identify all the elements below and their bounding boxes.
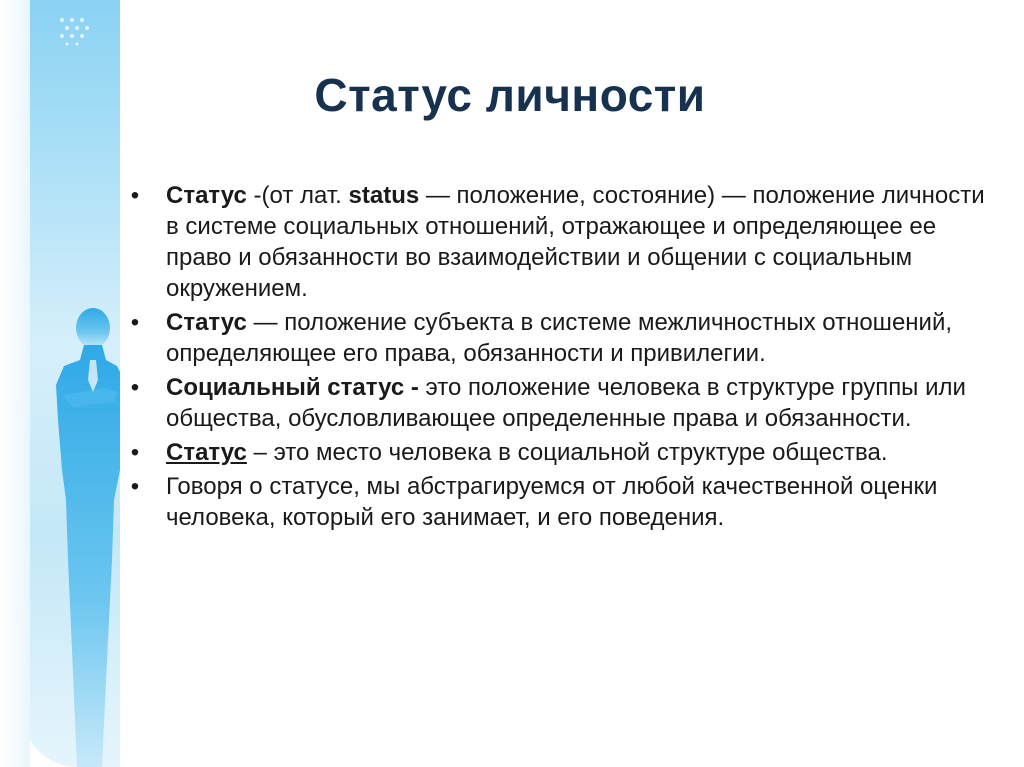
- item-text: — положение, состояние) — положение личности в системе социальных отношений, отражающее и определяющее ее право и обязанности во взаимодействии и общении с социальным окружением.: [166, 182, 985, 302]
- list-item: [125, 372, 985, 434]
- list-item: [125, 180, 985, 304]
- list-item: [125, 471, 985, 533]
- term: Статус: [166, 182, 247, 209]
- bullet: •: [130, 309, 140, 336]
- bullet: •: [130, 473, 140, 500]
- term: Статус: [166, 309, 247, 336]
- slide-title: Статус личности: [314, 69, 706, 121]
- content-list: [125, 180, 985, 536]
- item-text: Говоря о статусе, мы абстрагируемся от любой качественной оценки человека, который его занимает, и его поведения.: [166, 473, 938, 531]
- bullet: •: [130, 439, 140, 466]
- item-text: это положение человека в структуре группы или общества, обусловливающее определенные права и обязанности.: [166, 374, 966, 432]
- list-item: [125, 437, 985, 468]
- item-text: – это место человека в социальной структуре общества.: [246, 439, 888, 466]
- item-text: -(от лат.: [246, 182, 349, 209]
- term: Социальный статус -: [166, 374, 419, 401]
- bullet: •: [130, 182, 140, 209]
- person-silhouette-icon: [22, 0, 120, 767]
- dot-pattern-icon: [60, 18, 89, 46]
- item-text: — положение субъекта в системе межличностных отношений, определяющее его права, обязанности и привилегии.: [166, 309, 953, 367]
- term: Статус: [166, 439, 247, 466]
- panel-edge: [0, 0, 30, 767]
- bullet: •: [130, 374, 140, 401]
- decorative-side-panel: [22, 0, 120, 767]
- latin-term: status: [348, 182, 420, 209]
- list-item: [125, 307, 985, 369]
